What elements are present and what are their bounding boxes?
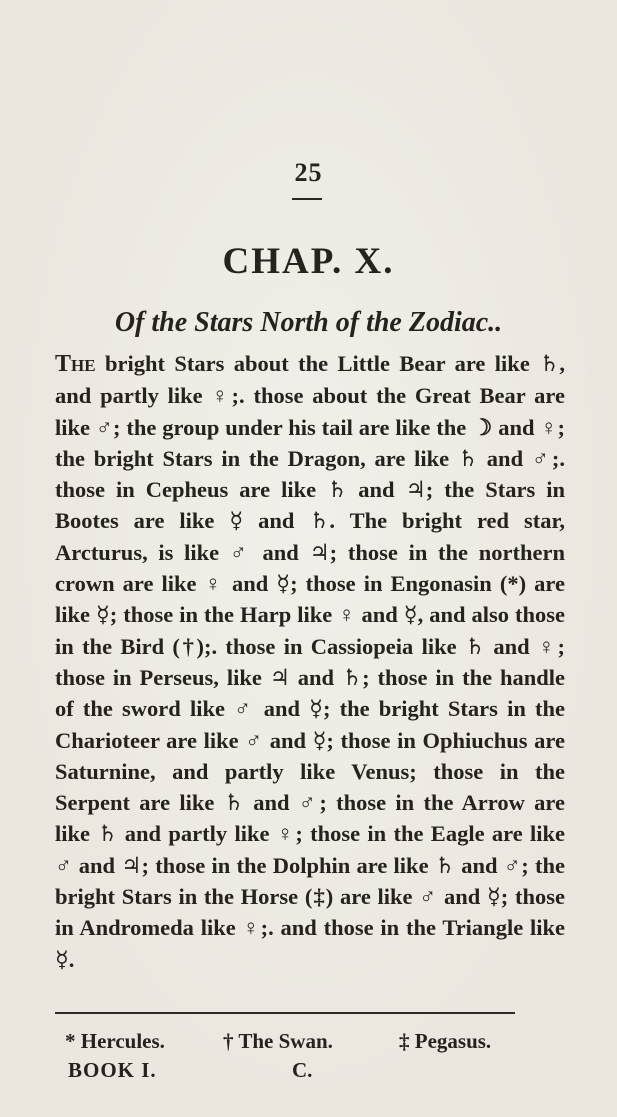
page-number: 25 — [294, 158, 323, 187]
footnotes — [65, 1029, 565, 1057]
body-text: bright Stars about the Little Bear are like ♄, and partly like ♀;. those about the Great Bear are like ♂; the group under his tail are like the ☽ and ♀; the bright Stars in the Dragon, are like ♄ and ♂;. those in Cepheus are like ♄ and ♃; the Stars in Bootes are like ☿ and ♄. The bright red star, Arcturus, is like ♂ and ♃; those in the northern crown are like ♀ and ☿; those in Engonasin (*) are like ☿; those in the Harp like ♀ and ☿, and also those in the Bird (†);. those in Cassiopeia like ♄ and ♀; those in Perseus, like ♃ and ♄; those in the handle of the sword like ♂ and ☿; the bright Stars in the Charioteer are like ♂ and ☿; those in Ophiuchus are Saturnine, and partly like Venus; those in the Serpent are like ♄ and ♂; those in the Arrow are like ♄ and partly like ♀; those in the Eagle are like ♂ and ♃; those in the Dolphin are like ♄ and ♂; the bright Stars in the Horse (‡) are like ♂ and ☿; those in Andromeda like ♀;. and those in the Triangle like ☿. — [55, 351, 565, 972]
catchword: C. — [292, 1058, 313, 1082]
footnote-swan: † The Swan. — [223, 1029, 333, 1053]
chapter-heading: CHAP. X. — [222, 241, 395, 282]
page-number-rule — [292, 198, 322, 200]
body-paragraph — [55, 348, 565, 975]
chapter-subtitle: Of the Stars North of the Zodiac.. — [114, 307, 503, 338]
footnote-pegasus: ‡ Pegasus. — [399, 1029, 492, 1053]
body-lead-word: The — [55, 351, 96, 377]
footnote-hercules: * Hercules. — [65, 1029, 165, 1053]
footnote-rule — [55, 1012, 515, 1014]
signature-mark: BOOK I. — [68, 1058, 157, 1082]
